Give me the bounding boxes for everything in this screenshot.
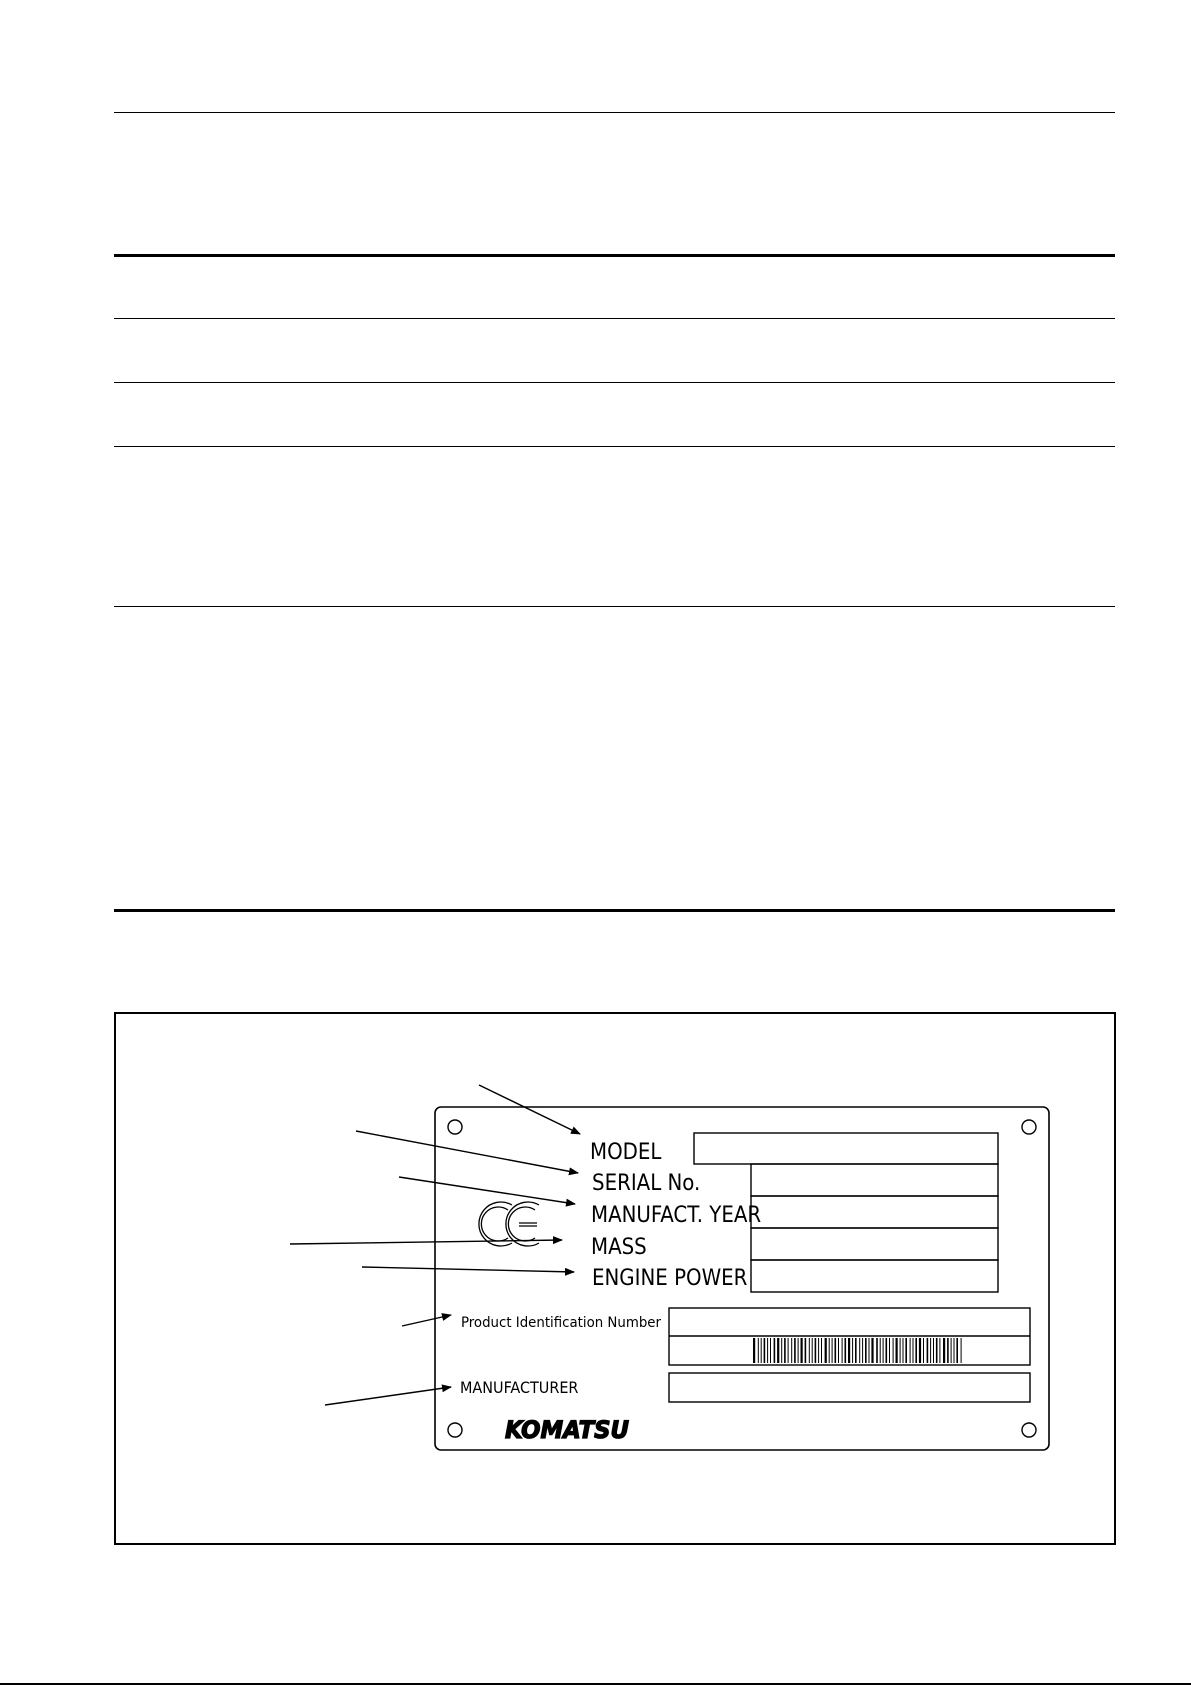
barcode-bar xyxy=(943,1338,945,1363)
barcode-bar xyxy=(829,1338,830,1363)
barcode-bar xyxy=(910,1338,911,1363)
barcode-bar xyxy=(832,1338,833,1363)
barcode-bar xyxy=(855,1338,857,1363)
barcode-bar xyxy=(915,1338,917,1363)
barcode-bar xyxy=(764,1338,766,1363)
field-box-serial xyxy=(751,1164,998,1196)
callout-arrow-engine-power xyxy=(362,1267,574,1272)
callout-arrow-mass xyxy=(290,1240,562,1244)
barcode-bar xyxy=(838,1338,839,1363)
barcode-bar xyxy=(774,1338,776,1363)
barcode-bar xyxy=(930,1338,931,1363)
field-box-engine-power xyxy=(751,1260,998,1292)
barcode-bar xyxy=(809,1338,810,1363)
barcode-bar xyxy=(905,1338,907,1363)
barcode-bar xyxy=(961,1338,962,1363)
barcode-bar xyxy=(770,1338,771,1363)
barcode-bar xyxy=(923,1338,924,1363)
barcode-bar xyxy=(947,1338,949,1363)
callout-arrow-model xyxy=(479,1085,580,1134)
barcode-bar xyxy=(781,1338,782,1363)
barcode-bar xyxy=(862,1338,863,1363)
barcode-bar xyxy=(893,1338,894,1363)
barcode-bar xyxy=(876,1338,878,1363)
barcode-bar xyxy=(842,1338,843,1363)
barcode-bar xyxy=(859,1338,860,1363)
field-label-serial: SERIAL No. xyxy=(592,1171,701,1196)
barcode-bar xyxy=(880,1338,881,1363)
barcode-bar xyxy=(848,1338,850,1363)
barcode-bar xyxy=(788,1338,789,1363)
barcode-bar xyxy=(794,1338,796,1363)
callout-arrow-manufact-year xyxy=(399,1177,575,1204)
callout-arrow-manufacturer xyxy=(325,1387,451,1405)
barcode-bar xyxy=(933,1338,934,1363)
barcode-bar xyxy=(889,1338,890,1363)
barcode-bar xyxy=(767,1338,768,1363)
barcode-bar xyxy=(825,1338,827,1363)
barcode-bar xyxy=(936,1338,938,1363)
barcode-bar xyxy=(758,1338,759,1363)
barcode-bar xyxy=(791,1338,792,1363)
barcode-bar xyxy=(956,1338,958,1363)
barcode-bar xyxy=(954,1338,955,1363)
field-label-engine-power: ENGINE POWER xyxy=(592,1266,748,1291)
field-label-mass: MASS xyxy=(591,1235,647,1260)
barcode-bar xyxy=(805,1338,807,1363)
barcode-bar xyxy=(852,1338,853,1363)
barcode-bar xyxy=(815,1338,817,1363)
manufacturer-label: MANUFACTURER xyxy=(460,1378,579,1397)
barcode-bar xyxy=(927,1338,929,1363)
barcode-bar xyxy=(896,1338,898,1363)
barcode-bar xyxy=(761,1338,762,1363)
barcode-bar xyxy=(883,1338,884,1363)
barcode-bar xyxy=(835,1338,837,1363)
barcode-bar xyxy=(821,1338,822,1363)
barcode-bar xyxy=(886,1338,888,1363)
field-label-model: MODEL xyxy=(590,1140,662,1165)
barcode-bar xyxy=(919,1338,921,1363)
barcode-bar xyxy=(871,1338,873,1363)
komatsu-logo: KOMATSU xyxy=(505,1416,629,1444)
ce-mark-icon xyxy=(479,1202,539,1246)
barcode-bar xyxy=(818,1338,819,1363)
field-box-manufact-year xyxy=(751,1196,998,1228)
barcode-bar xyxy=(951,1338,952,1363)
barcode-bar xyxy=(845,1338,847,1363)
barcode-bar xyxy=(801,1338,803,1363)
mounting-hole xyxy=(1022,1423,1036,1437)
callout-arrow-product-id xyxy=(402,1315,451,1326)
field-box-model xyxy=(694,1133,998,1164)
product-id-label: Product Identification Number xyxy=(461,1315,662,1331)
barcode-bar xyxy=(753,1338,755,1363)
field-label-manufact-year: MANUFACT. YEAR xyxy=(591,1203,762,1228)
barcode-bar xyxy=(865,1338,867,1363)
barcode-bar xyxy=(939,1338,940,1363)
callout-arrow-serial xyxy=(356,1131,578,1173)
barcode-bar xyxy=(903,1338,904,1363)
barcode-bar xyxy=(900,1338,901,1363)
barcode-bar xyxy=(777,1338,779,1363)
barcode-bar xyxy=(798,1338,799,1363)
barcode-bar xyxy=(869,1338,870,1363)
barcode-icon xyxy=(753,1338,962,1363)
mounting-hole xyxy=(1022,1120,1036,1134)
mounting-hole xyxy=(448,1120,462,1134)
barcode-bar xyxy=(913,1338,914,1363)
barcode-bar xyxy=(812,1338,813,1363)
field-box-mass xyxy=(751,1228,998,1260)
mounting-hole xyxy=(448,1423,462,1437)
barcode-bar xyxy=(784,1338,786,1363)
manufacturer-box xyxy=(669,1373,1030,1402)
